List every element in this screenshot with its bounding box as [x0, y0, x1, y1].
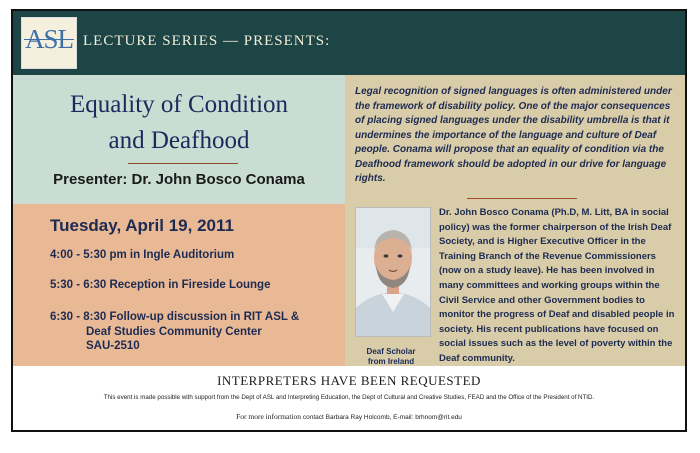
abstract-text: Legal recognition of signed languages is often administered under the framework of disability policy. One of the major consequences of placing signed languages under the disability umbrella is that it undermines the importance of the language and culture of Deaf people. Conama will propose that an equality of condition via the Deafhood framework should be adopted in our drive for language rights. [355, 86, 672, 184]
photo-caption [349, 347, 433, 367]
title-line-2: and Deafhood [108, 127, 250, 154]
title-line-1: Equality of Condition [69, 91, 289, 118]
speaker-bio: Dr. John Bosco Conama (Ph.D, M. Litt, BA in social policy) was the former chairperson of the Irish Deaf Society, and is Higher Executive Officer in the Training Branch of the Revenue Commissioners (now on a study leave). He has been involved in many committees and working groups within the Civil Service and other Government bodies to monitor the progress of Deaf and disabled people in society. His recent publications have focused on social issues such as the level of poverty within the Deaf community. [439, 207, 675, 364]
contact-info [13, 412, 685, 421]
contact-lead: For more information [236, 412, 302, 421]
footer [13, 366, 685, 430]
header-banner [13, 11, 685, 75]
caption-line-1: Deaf Scholar [366, 347, 416, 356]
followup-line-3: SAU-2510 [86, 340, 140, 352]
abstract-panel [345, 75, 685, 366]
presenter-name: Presenter: Dr. John Bosco Conama [53, 171, 305, 188]
caption-line-2: from Ireland [367, 357, 415, 366]
followup-discussion [50, 310, 299, 354]
schedule-panel [13, 204, 345, 366]
schedule-item: 5:30 - 6:30 Reception in Fireside Lounge [50, 279, 271, 291]
logo-text: ASL [25, 24, 74, 54]
event-date: Tuesday, April 19, 2011 [50, 216, 234, 235]
support-credits: This event is made possible with support from the Dept of ASL and Interpreting Education, the Dept of Cultural and Creative Studies, FEAD and the Office of the President of NTID. [103, 394, 595, 401]
series-label: LECTURE SERIES — PRESENTS: [83, 33, 331, 49]
speaker-photo [355, 207, 431, 337]
followup-line-1: 6:30 - 8:30 Follow-up discussion in RIT ASL & [50, 311, 300, 323]
interpreters-notice: INTERPRETERS HAVE BEEN REQUESTED [217, 373, 481, 388]
schedule-item: 4:00 - 5:30 pm in Ingle Auditorium [50, 249, 235, 261]
title-divider [128, 163, 238, 164]
contact-details: contact Barbara Ray Holcomb, E-mail: brhnom@rit.edu [301, 414, 462, 421]
followup-line-2: Deaf Studies Community Center [86, 325, 262, 338]
abstract-divider [467, 198, 577, 199]
title-panel [13, 75, 345, 204]
asl-logo [21, 17, 77, 69]
speaker-portrait-icon [356, 208, 430, 336]
lecture-title [13, 87, 345, 159]
flyer [11, 9, 687, 432]
